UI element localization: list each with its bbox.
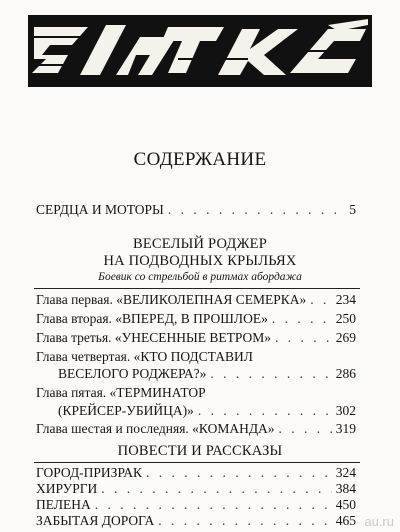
toc-title: СОДЕРЖАНИЕ: [133, 149, 267, 170]
toc-entry-label-line1: Глава пятая. «ТЕРМИНАТОР: [36, 385, 206, 400]
toc-entry-page: 465: [335, 513, 356, 528]
leader-dots: [275, 330, 332, 346]
leader-dots: [101, 481, 331, 497]
toc-entry-page: 269: [335, 330, 356, 345]
toc-entry-label: Глава третья. «УНЕСЕННЫЕ ВЕТРОМ»: [36, 330, 272, 345]
leader-dots: [198, 403, 332, 419]
leader-dots: [310, 292, 332, 308]
toc-entry: [36, 366, 356, 382]
watermark: au.ru: [364, 514, 394, 529]
toc-entry-label-line1: Глава четвертая. «КТО ПОДСТАВИЛ: [36, 349, 253, 364]
toc-entry-label: ГОРОД-ПРИЗРАК: [36, 465, 142, 480]
toc-entry-label: ХИРУРГИ: [36, 481, 98, 496]
divider-rule: [34, 288, 360, 289]
toc-entry-page: 5: [349, 202, 356, 217]
section-heading-line1: ВЕСЕЛЫЙ РОДЖЕР: [132, 236, 268, 252]
toc-entry-page: 319: [335, 421, 356, 436]
leader-dots: [272, 311, 332, 327]
section-subtitle: Боевик со стрельбой в ритмах абордажа: [98, 271, 302, 283]
section-heading: ПОВЕСТИ И РАССКАЗЫ: [117, 443, 283, 459]
toc-entry-label: Глава первая. «ВЕЛИКОЛЕПНАЯ СЕМЕРКА»: [36, 292, 307, 307]
toc-entry-page: 250: [335, 311, 356, 326]
leader-dots: [279, 421, 332, 437]
toc-entry: [36, 292, 356, 308]
leader-dots: [146, 465, 332, 481]
toc-entry-label: Глава шестая и последняя. «КОМАНДА»: [36, 421, 275, 436]
decorative-banner: [28, 15, 372, 87]
toc-entry-page: 302: [335, 403, 356, 418]
toc-entry-label: ПЕЛЕНА: [36, 497, 91, 512]
leader-dots: [210, 366, 331, 382]
leader-dots: [158, 513, 332, 529]
toc-entry: [36, 403, 356, 419]
toc-entry-label: Глава вторая. «ВПЕРЕД, В ПРОШЛОЕ»: [36, 311, 268, 326]
divider-rule: [34, 462, 360, 463]
toc-entry: [36, 330, 356, 346]
toc-entry-page: 286: [335, 366, 356, 381]
toc-entry-page: 450: [335, 497, 356, 512]
toc-entry: [36, 311, 356, 327]
section-heading-line2: НА ПОДВОДНЫХ КРЫЛЬЯХ: [103, 253, 297, 269]
toc-entry: [36, 481, 356, 497]
toc-entry: [36, 497, 356, 513]
toc-entry-page: 324: [335, 465, 356, 480]
toc-entry: [36, 465, 356, 481]
leader-dots: [95, 497, 332, 513]
toc-entry-page: 384: [335, 481, 356, 496]
toc-entry-label: ВЕСЕЛОГО РОДЖЕРА?»: [58, 366, 207, 381]
toc-entry-label: (КРЕЙСЕР-УБИЙЦА)»: [58, 403, 194, 418]
leader-dots: [168, 202, 345, 218]
toc-entry: [36, 202, 356, 218]
toc-entry: [36, 421, 356, 437]
ornament-graphic: [28, 15, 372, 87]
toc-entry-page: 234: [335, 292, 356, 307]
toc-entry: [36, 513, 356, 529]
toc-entry-label: СЕРДЦА И МОТОРЫ: [36, 202, 164, 217]
toc-entry-label: ЗАБЫТАЯ ДОРОГА: [36, 513, 155, 528]
